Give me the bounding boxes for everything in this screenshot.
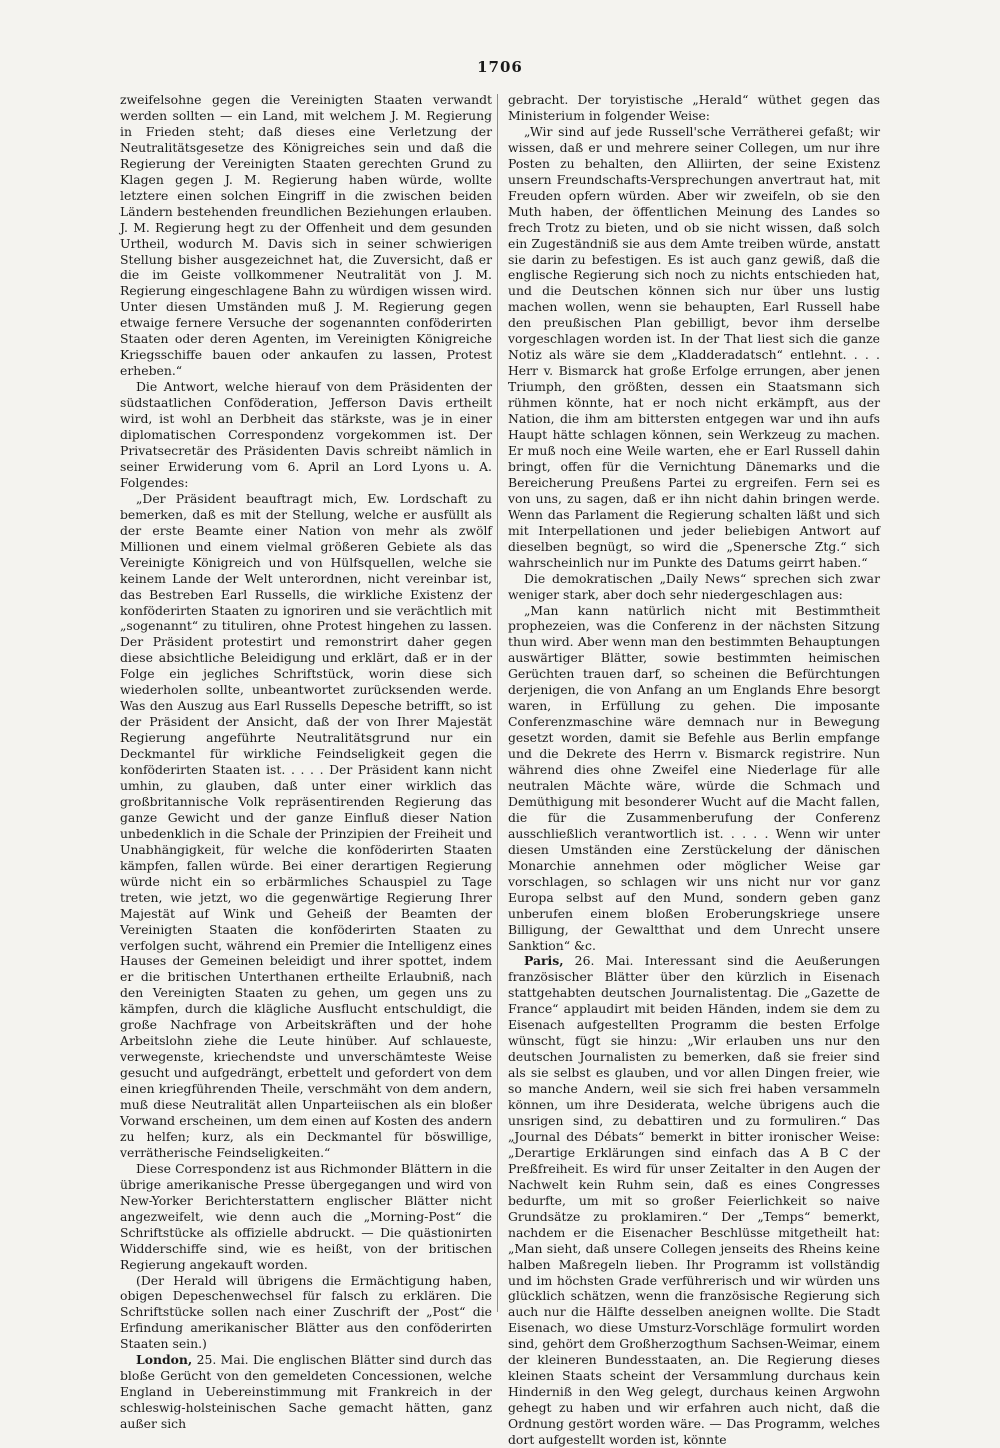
paragraph: gebracht. Der toryistische „Herald“ wüthet gegen das Ministerium in folgender Weise: [508, 92, 880, 123]
column-divider [497, 94, 498, 1312]
paragraph: Diese Correspondenz ist aus Richmonder Blättern in die übrige amerikanische Presse übergegangen und wird von New-Yorker Berichterstattern englischer Blätter nicht angezweifelt, wie denn auch die „Morning-Post“ die Schriftstücke als offizielle abdruckt. — Die quästionirten Widderschiffe sind, wie es heißt, von der britischen Regierung angekauft worden. [120, 1160, 492, 1272]
paragraph-text: 25. Mai. Die englischen Blätter sind durch das bloße Gerücht von den gemeldeten Concessionen, welche England in Uebereinstimmung mit Frankreich in der schleswig-holsteinischen Sache gemacht hätten, ganz außer sich [120, 1352, 492, 1432]
paragraph: (Der Herald will übrigens die Ermächtigung haben, obigen Depeschenwechsel für falsch zu erklären. Die Schriftstücke sollen nach einer Zuschrift der „Post“ die Erfindung amerikanischer Blätter aus den conföderirten Staaten sein.) [120, 1272, 492, 1352]
left-column [120, 92, 492, 1432]
dateline-paris: Paris, [524, 953, 564, 969]
right-column [508, 92, 880, 1448]
paragraph: „Man kann natürlich nicht mit Bestimmtheit prophezeien, was die Conferenz in der nächsten Sitzung thun wird. Aber wenn man den bestimmten Behauptungen auswärtiger Blätter, sowie bestimmten heimischen Gerüchten trauen darf, so scheinen die Befürchtungen derjenigen, die von Anfang an um Englands Ehre besorgt waren, in Erfüllung zu gehen. Die imposante Conferenzmaschine wäre demnach nur in Bewegung gesetzt worden, damit sie Befehle aus Berlin empfange und die Dekrete des Herrn v. Bismarck registrire. Nun während dies ohne Zweifel eine Niederlage für alle neutralen Mächte wäre, würde die Schmach und Demüthigung mit besonderer Wucht auf die Macht fallen, die für die Zusammenberufung der Conferenz ausschließlich verantwortlich ist. . . . . Wenn wir unter diesen Umständen eine Zerstückelung der dänischen Monarchie annehmen oder möglicher Weise gar vorschlagen, so schlagen wir uns nicht nur vor ganz Europa selbst auf den Mund, sondern geben ganz unberufen einem bloßen Eroberungskriege unsere Billigung, der Gewaltthat und dem Unrecht unsere Sanktion“ &c. [508, 602, 880, 953]
paragraph: Die demokratischen „Daily News“ sprechen sich zwar weniger stark, aber doch sehr niedergeschlagen aus: [508, 570, 880, 602]
paragraph: Die Antwort, welche hierauf von dem Präsidenten der südstaatlichen Conföderation, Jefferson Davis ertheilt wird, ist wohl an Derbheit das stärkste, was je in einer diplomatischen Correspondenz vorgekommen ist. Der Privatsecretär des Präsidenten Davis schreibt nämlich in seiner Erwiderung vom 6. April an Lord Lyons u. A. Folgendes: [120, 379, 492, 490]
paragraph [120, 1352, 492, 1432]
dateline-london: London, [136, 1352, 193, 1368]
page-number: 1706 [477, 58, 523, 76]
paragraph: „Der Präsident beauftragt mich, Ew. Lordschaft zu bemerken, daß es mit der Stellung, welche er ausfüllt als der erste Beamte einer Nation von mehr als zwölf Millionen und einem vielmal größeren Gebiete als das Vereinigte Königreich und von Hülfsquellen, welche sie keinem Lande der Welt unterordnen, nicht vereinbar ist, das Bestreben Earl Russells, die wirkliche Existenz der konföderirten Staaten zu ignoriren und sie verächtlich mit „sogenannt“ zu tituliren, ohne Protest hingehen zu lassen. Der Präsident protestirt und remonstrirt daher gegen diese absichtliche Beleidigung und erklärt, daß er in der Folge ein jegliches Schriftstück, worin diese sich wiederholen sollte, unbeantwortet zurücksenden werde. Was den Auszug aus Earl Russells Depesche betrifft, so ist der Präsident der Ansicht, daß der von Ihrer Majestät Regierung angeführte Neutralitätsgrund nur ein Deckmantel für wirkliche Feindseligkeit gegen die konföderirten Staaten ist. . . . . Der Präsident kann nicht umhin, zu glauben, daß unter einer wirklich das großbritannische Volk repräsentirenden Regierung das ganze Gewicht und der ganze Einfluß dieser Nation unbedenklich in die Schale der Prinzipien der Freiheit und Unabhängigkeit, für welche die konföderirten Staaten kämpfen, fallen würde. Bei einer derartigen Regierung würde nicht ein so erbärmliches Schauspiel zu Tage treten, wie jetzt, wo die gegenwärtige Regierung Ihrer Majestät auf Wink und Geheiß der Beamten der Vereinigten Staaten die konföderirten Staaten zu verfolgen sucht, während ein Premier die Intelligenz eines Hauses der Gemeinen beleidigt und ihrer spottet, indem er die britischen Unterthanen ertheilte Erlaubniß, nach den Vereinigten Staaten zu gehen, um gegen uns zu kämpfen, durch die klägliche Ausflucht entschuldigt, die große Nachfrage von Arbeitskräften und der hohe Arbeitslohn ziehe die Leute hinüber. Auf schlaueste, verwegenste, kriechendste und unverschämteste Weise gesucht und aufgedrängt, erbettelt und gefordert von dem einen kriegführenden Theile, verschmäht von dem andern, muß diese Neutralität allen Unparteiischen als ein bloßer Vorwand erscheinen, um dem einen auf Kosten des andern zu helfen; kurz, als ein Deckmantel für böswillige, verrätherische Feindseligkeiten.“ [120, 490, 492, 1160]
paragraph-text: 26. Mai. Interessant sind die Aeußerungen französischer Blätter über den kürzlich in Eisenach stattgehabten deutschen Journalistentag. Die „Gazette de France“ applaudirt mit beiden Händen, indem sie dem zu Eisenach aufgestellten Programm die besten Erfolge wünscht, fügt sie hinzu: „Wir erlauben uns nur den deutschen Journalisten zu bemerken, daß sie freier sind als sie selbst es glauben, und vor allen Dingen freier, wie so manche Andern, weil sie sich frei haben versammeln können, um ihre Desiderata, welche übrigens auch die unsrigen sind, zu debattiren und zu formuliren.“ Das „Journal des Débats“ bemerkt in bitter ironischer Weise: „Derartige Erklärungen sind einfach das A B C der Preßfreiheit. Es wird für unser Zeitalter in den Augen der Nachwelt kein Ruhm sein, daß es eines Congresses bedurfte, um mit so großer Feierlichkeit so naive Grundsätze zu proklamiren.“ Der „Temps“ bemerkt, nachdem er die Eisenacher Beschlüsse mitgetheilt hat: „Man sieht, daß unsere Collegen jenseits des Rheins keine halben Maßregeln lieben. Ihr Programm ist vollständig und im höchsten Grade verführerisch und wir würden uns glücklich schätzen, wenn die französische Regierung sich auch nur die Hälfte desselben aneignen wollte. Die Stadt Eisenach, wo diese Umsturz-Vorschläge formulirt worden sind, gehört dem Großherzogthum Sachsen-Weimar, einem der kleineren Bundesstaaten, an. Die Regierung dieses kleinen Staats scheint der Versammlung durchaus kein Hinderniß in den Weg gelegt, durchaus keinen Argwohn gehegt zu haben und wir erfahren auch nicht, daß die Ordnung gestört worden wäre. — Das Programm, welches dort aufgestellt worden ist, könnte [508, 953, 880, 1448]
paragraph: zweifelsohne gegen die Vereinigten Staaten verwandt werden sollten — ein Land, mit welchem J. M. Regierung in Frieden steht; daß dieses eine Verletzung der Neutralitätsgesetze des Königreiches sein und daß die Regierung der Vereinigten Staaten gerechten Grund zu Klagen gegen J. M. Regierung haben würde, wollte letztere einen solchen Eingriff in die zwischen beiden Ländern bestehenden freundlichen Beziehungen erlauben. J. M. Regierung hegt zu der Offenheit und dem gesunden Urtheil, wodurch M. Davis sich in seiner schwierigen Stellung bisher ausgezeichnet hat, die Zuversicht, daß er die im Geiste vollkommener Neutralität von J. M. Regierung eingeschlagene Bahn zu würdigen wissen wird. Unter diesen Umständen muß J. M. Regierung gegen etwaige fernere Versuche der sogenannten conföderirten Staaten oder deren Agenten, im Vereinigten Königreiche Kriegsschiffe bauen oder ankaufen zu lassen, Protest erheben.“ [120, 92, 492, 379]
paragraph: „Wir sind auf jede Russell'sche Verrätherei gefaßt; wir wissen, daß er und mehrere seiner Collegen, um nur ihre Posten zu behalten, den Alliirten, der seine Existenz unsern Freundschafts-Versprechungen anvertraut hat, mit Freuden opfern würden. Aber wir zweifeln, ob sie den Muth haben, der öffentlichen Meinung des Landes so frech Trotz zu bieten, und ob sie nicht wissen, daß solch ein Zugeständniß sie aus dem Amte treiben würde, anstatt sie darin zu befestigen. Es ist auch ganz gewiß, daß die englische Regierung sich noch zu nichts entschieden hat, und die Deutschen können sich nur über uns lustig machen wollen, wenn sie behaupten, Earl Russell habe den preußischen Plan gebilligt, bevor ihm derselbe vorgeschlagen worden ist. In der That liest sich die ganze Notiz als wäre sie dem „Kladderadatsch“ entlehnt. . . . Herr v. Bismarck hat große Erfolge errungen, aber jenen Triumph, den größten, dessen ein Staatsmann sich rühmen könnte, hat er noch nicht erkämpft, aus der Nation, die ihm am bittersten entgegen war und ihn aufs Haupt hätte schlagen können, sein Werkzeug zu machen. Er muß noch eine Weile warten, ehe er Earl Russell dahin bringt, offen für die Vernichtung Dänemarks und die Bereicherung Preußens Partei zu ergreifen. Fern sei es von uns, zu sagen, daß er ihn nicht dahin bringen werde. Wenn das Parlament die Regierung schalten läßt und sich mit Interpellationen und jeder beliebigen Antwort auf dieselben begnügt, so wird die „Spenersche Ztg.“ sich wahrscheinlich nur im Punkte des Datums geirrt haben.“ [508, 123, 880, 570]
